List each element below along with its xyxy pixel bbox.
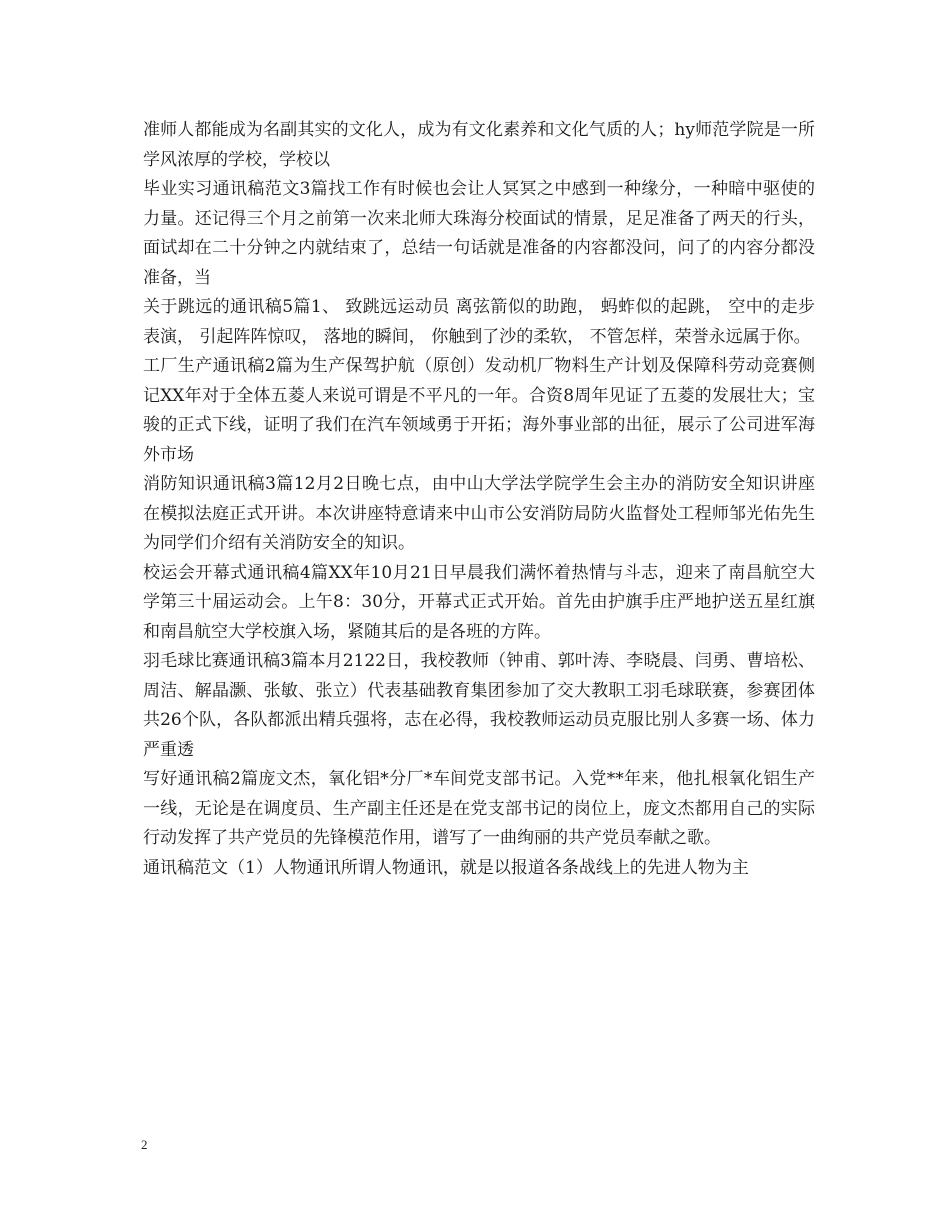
paragraph: 消防知识通讯稿3篇12月2日晚七点，由中山大学法学院学生会主办的消防安全知识讲座在模拟法庭正式开讲。本次讲座特意请来中山市公安消防局防火监督处工程师邹光佑先生为同学们介绍有关消防安全的知识。 xyxy=(143,474,815,553)
document-body xyxy=(143,116,815,883)
paragraph: 写好通讯稿2篇庞文杰，氧化铝*分厂*车间党支部书记。入党**年来，他扎根氧化铝生产一线，无论是在调度员、生产副主任还是在党支部书记的岗位上，庞文杰都用自己的实际行动发挥了共产党员的先锋模范作用，谱写了一曲绚丽的共产党员奉献之歌。 xyxy=(143,769,815,848)
paragraph: 校运会开幕式通讯稿4篇XX年10月21日早晨我们满怀着热情与斗志，迎来了南昌航空大学第三十届运动会。上午8：30分，开幕式正式开始。首先由护旗手庄严地护送五星红旗和南昌航空大学校旗入场，紧随其后的是各班的方阵。 xyxy=(143,562,815,642)
paragraph: 毕业实习通讯稿范文3篇找工作有时候也会让人冥冥之中感到一种缘分，一种暗中驱使的力量。还记得三个月之前第一次来北师大珠海分校面试的情景，足足准备了两天的行头，面试却在二十分钟之内就结束了，总结一句话就是准备的内容都没问，问了的内容分都没准备，当 xyxy=(143,179,815,288)
paragraph: 准师人都能成为名副其实的文化人，成为有文化素养和文化气质的人；hy师范学院是一所学风浓厚的学校，学校以 xyxy=(143,120,815,170)
paragraph: 关于跳远的通讯稿5篇1、 致跳远运动员 离弦箭似的助跑， 蚂蚱似的起跳， 空中的走步表演， 引起阵阵惊叹， 落地的瞬间， 你触到了沙的柔软， 不管怎样，荣誉永远属于你。 xyxy=(143,297,815,347)
paragraph: 羽毛球比赛通讯稿3篇本月2122日，我校教师（钟甫、郭叶涛、李晓晨、闫勇、曹培松、周洁、解晶灏、张敏、张立）代表基础教育集团参加了交大教职工羽毛球联赛，参赛团体共26个队，各队都派出精兵强将，志在必得，我校教师运动员克服比别人多赛一场、体力严重透 xyxy=(143,651,815,760)
page-number: 2 xyxy=(141,1137,148,1152)
paragraph: 工厂生产通讯稿2篇为生产保驾护航（原创）发动机厂物料生产计划及保障科劳动竞赛侧记XX年对于全体五菱人来说可谓是不平凡的一年。合资8周年见证了五菱的发展壮大；宝骏的正式下线，证明了我们在汽车领域勇于开拓；海外事业部的出征，展示了公司进军海外市场 xyxy=(143,356,815,465)
paragraph: 通讯稿范文（1）人物通讯所谓人物通讯，就是以报道各条战线上的先进人物为主 xyxy=(143,857,749,878)
